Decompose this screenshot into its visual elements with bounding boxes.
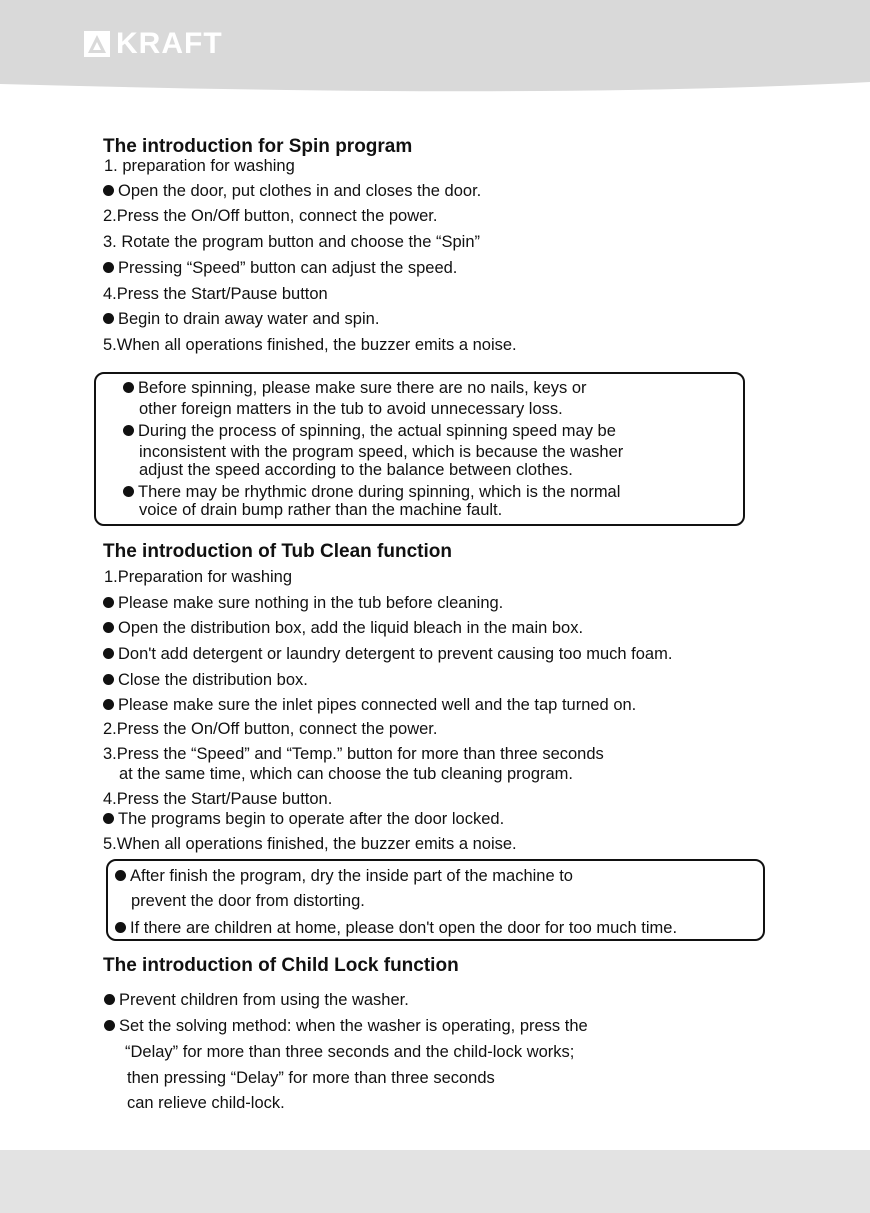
spin-step-bullet: Pressing “Speed” button can adjust the speed. [103, 258, 457, 278]
child-line: can relieve child-lock. [127, 1094, 285, 1112]
tub-step-2: 2.Press the On/Off button, connect the power. [103, 720, 438, 738]
spin-step-bullet: Open the door, put clothes in and closes the door. [103, 181, 481, 201]
spin-step-bullet: Begin to drain away water and spin. [103, 309, 379, 329]
tub-step-bullet: Please make sure nothing in the tub before cleaning. [103, 593, 503, 613]
spin-section-title: The introduction for Spin program [103, 136, 413, 157]
brand-name: KRAFT [116, 27, 223, 60]
spin-note-line: other foreign matters in the tub to avoid unnecessary loss. [139, 400, 563, 418]
footer-band [0, 1150, 870, 1213]
child-section-title: The introduction of Child Lock function [103, 955, 459, 976]
tub-step-bullet: Close the distribution box. [103, 670, 308, 690]
child-line: “Delay” for more than three seconds and the child-lock works; [125, 1043, 575, 1061]
spin-note-bullet: Before spinning, please make sure there are no nails, keys or [123, 378, 587, 398]
spin-note-line: inconsistent with the program speed, which is because the washer [139, 443, 624, 461]
tub-step-bullet: Open the distribution box, add the liquid bleach in the main box. [103, 618, 583, 638]
child-line: then pressing “Delay” for more than three seconds [127, 1069, 495, 1087]
child-line-bullet: Prevent children from using the washer. [104, 990, 409, 1010]
tub-step-bullet: Don't add detergent or laundry detergent to prevent causing too much foam. [103, 644, 672, 664]
tub-section-title: The introduction of Tub Clean function [103, 541, 452, 562]
tub-note-line: prevent the door from distorting. [131, 892, 365, 910]
spin-note-line: voice of drain bump rather than the machine fault. [139, 501, 503, 519]
spin-step-5: 5.When all operations finished, the buzzer emits a noise. [103, 336, 517, 354]
tub-note-bullet: After finish the program, dry the inside part of the machine to [115, 866, 573, 886]
kraft-logo-icon [84, 31, 110, 57]
spin-step-1: 1. preparation for washing [104, 157, 295, 175]
tub-step-5: 5.When all operations finished, the buzzer emits a noise. [103, 835, 517, 853]
spin-step-4: 4.Press the Start/Pause button [103, 285, 328, 303]
child-line-bullet: Set the solving method: when the washer is operating, press the [104, 1016, 588, 1036]
spin-note-bullet: During the process of spinning, the actual spinning speed may be [123, 421, 616, 441]
tub-step-bullet: The programs begin to operate after the door locked. [103, 809, 504, 829]
brand-logo [84, 27, 223, 60]
spin-note-bullet: There may be rhythmic drone during spinning, which is the normal [123, 482, 620, 502]
tub-step-4: 4.Press the Start/Pause button. [103, 790, 333, 808]
spin-step-3: 3. Rotate the program button and choose the “Spin” [103, 233, 480, 251]
tub-step-bullet: Please make sure the inlet pipes connected well and the tap turned on. [103, 695, 636, 715]
tub-step-3: 3.Press the “Speed” and “Temp.” button for more than three seconds [103, 745, 604, 763]
tub-note-bullet: If there are children at home, please don't open the door for too much time. [115, 918, 677, 938]
spin-step-2: 2.Press the On/Off button, connect the power. [103, 207, 438, 225]
tub-step-1: 1.Preparation for washing [104, 568, 293, 586]
spin-note-line: adjust the speed according to the balance between clothes. [139, 461, 573, 479]
tub-step-3-cont: at the same time, which can choose the tub cleaning program. [119, 765, 573, 783]
